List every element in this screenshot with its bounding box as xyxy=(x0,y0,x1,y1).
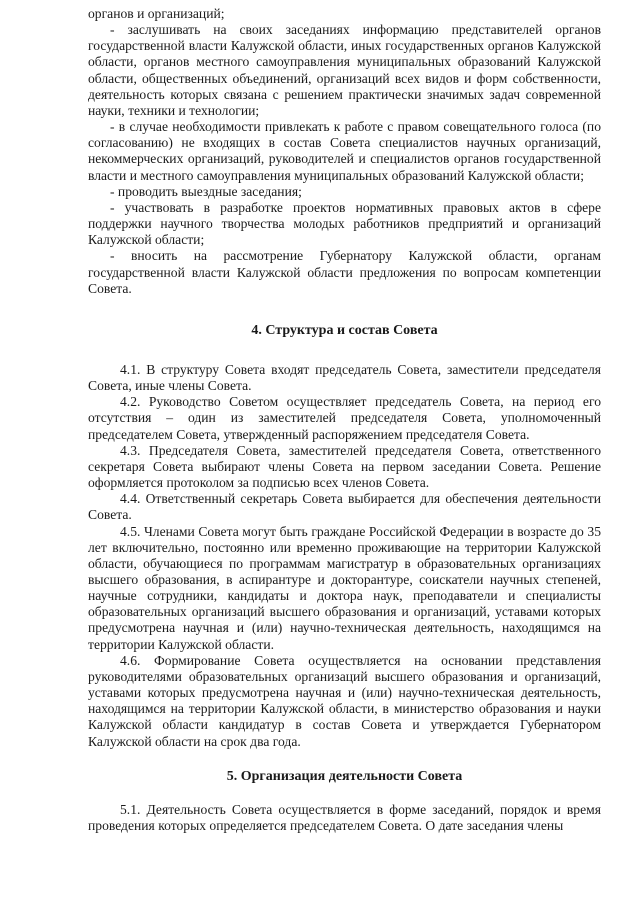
section-heading-structure: 4. Структура и состав Совета xyxy=(251,322,438,338)
document-page xyxy=(88,6,601,834)
clause-4-4: 4.4. Ответственный секретарь Совета выбирается для обеспечения деятельности Совета. xyxy=(88,491,601,523)
section-heading-organization: 5. Организация деятельности Совета xyxy=(226,768,463,784)
clause-4-6: 4.6. Формирование Совета осуществляется на основании представления руководителями образовательных организаций высшего образования и организаций, уставами которых предусмотрена научная и (или) научно-техническая деятельность, находящимся на территории Калужской области, в министерство образования и науки Калужской области кандидатур в состав Совета и утверждается Губернатором Калужской области на срок два года. xyxy=(88,652,601,749)
list-item-involve-specialists: - в случае необходимости привлекать к работе с правом совещательного голоса (по согласованию) не входящих в состав Совета специалистов научных организаций, некоммерческих организаций, руководителей и специалистов органов государственной власти и местного самоуправления муниципальных образований Калужской области; xyxy=(88,119,601,183)
clause-4-2: 4.2. Руководство Советом осуществляет председатель Совета, на период его отсутствия – один из заместителей председателя Совета, уполномоченный председателем Совета, утвержденный распоряжением председателя Совета. xyxy=(88,394,601,442)
list-item-draft-acts: - участвовать в разработке проектов нормативных правовых актов в сфере поддержки научного творчества молодых работников предприятий и организаций Калужской области; xyxy=(88,199,601,248)
clause-5-1: 5.1. Деятельность Совета осуществляется в форме заседаний, порядок и время проведения которых определяется председателем Совета. О дате заседания члены xyxy=(88,801,601,834)
list-item-field-meetings: - проводить выездные заседания; xyxy=(110,183,302,199)
clause-4-5: 4.5. Членами Совета могут быть граждане Российской Федерации в возрасте до 35 лет включительно, постоянно или временно проживающие на территории Калужской области, обучающиеся по программам магистратур в образовательных организациях высшего образования, в аспирантуре и докторантуре, соискатели научных степеней, научные сотрудники, кандидаты и доктора наук, преподаватели и специалисты образовательных организаций высшего образования и организаций, уставами которых предусмотрена научная и (или) научно-техническая деятельность, находящимся на территории Калужской области. xyxy=(88,523,601,652)
list-item-hear-information: - заслушивать на своих заседаниях информацию представителей органов государственной власти Калужской области, иных государственных органов Калужской области, органов местного самоуправления муниципальных образований Калужской области, общественных объединений, организаций всех видов и форм собственности, деятельность которых связана с решением практически значимых задач современной науки, техники и технологии; xyxy=(88,22,601,118)
list-item-submit-proposals: - вносить на рассмотрение Губернатору Калужской области, органам государственной власти Калужской области предложения по вопросам компетенции Совета. xyxy=(88,248,601,296)
clause-4-1: 4.1. В структуру Совета входят председатель Совета, заместители председателя Совета, иные члены Совета. xyxy=(88,361,601,394)
clause-4-3: 4.3. Председателя Совета, заместителей председателя Совета, ответственного секретаря Совета выбирают члены Совета на первом заседании Совета. Решение оформляется протоколом за подписью всех членов Совета. xyxy=(88,442,601,491)
paragraph-continuation: органов и организаций; xyxy=(88,6,225,21)
